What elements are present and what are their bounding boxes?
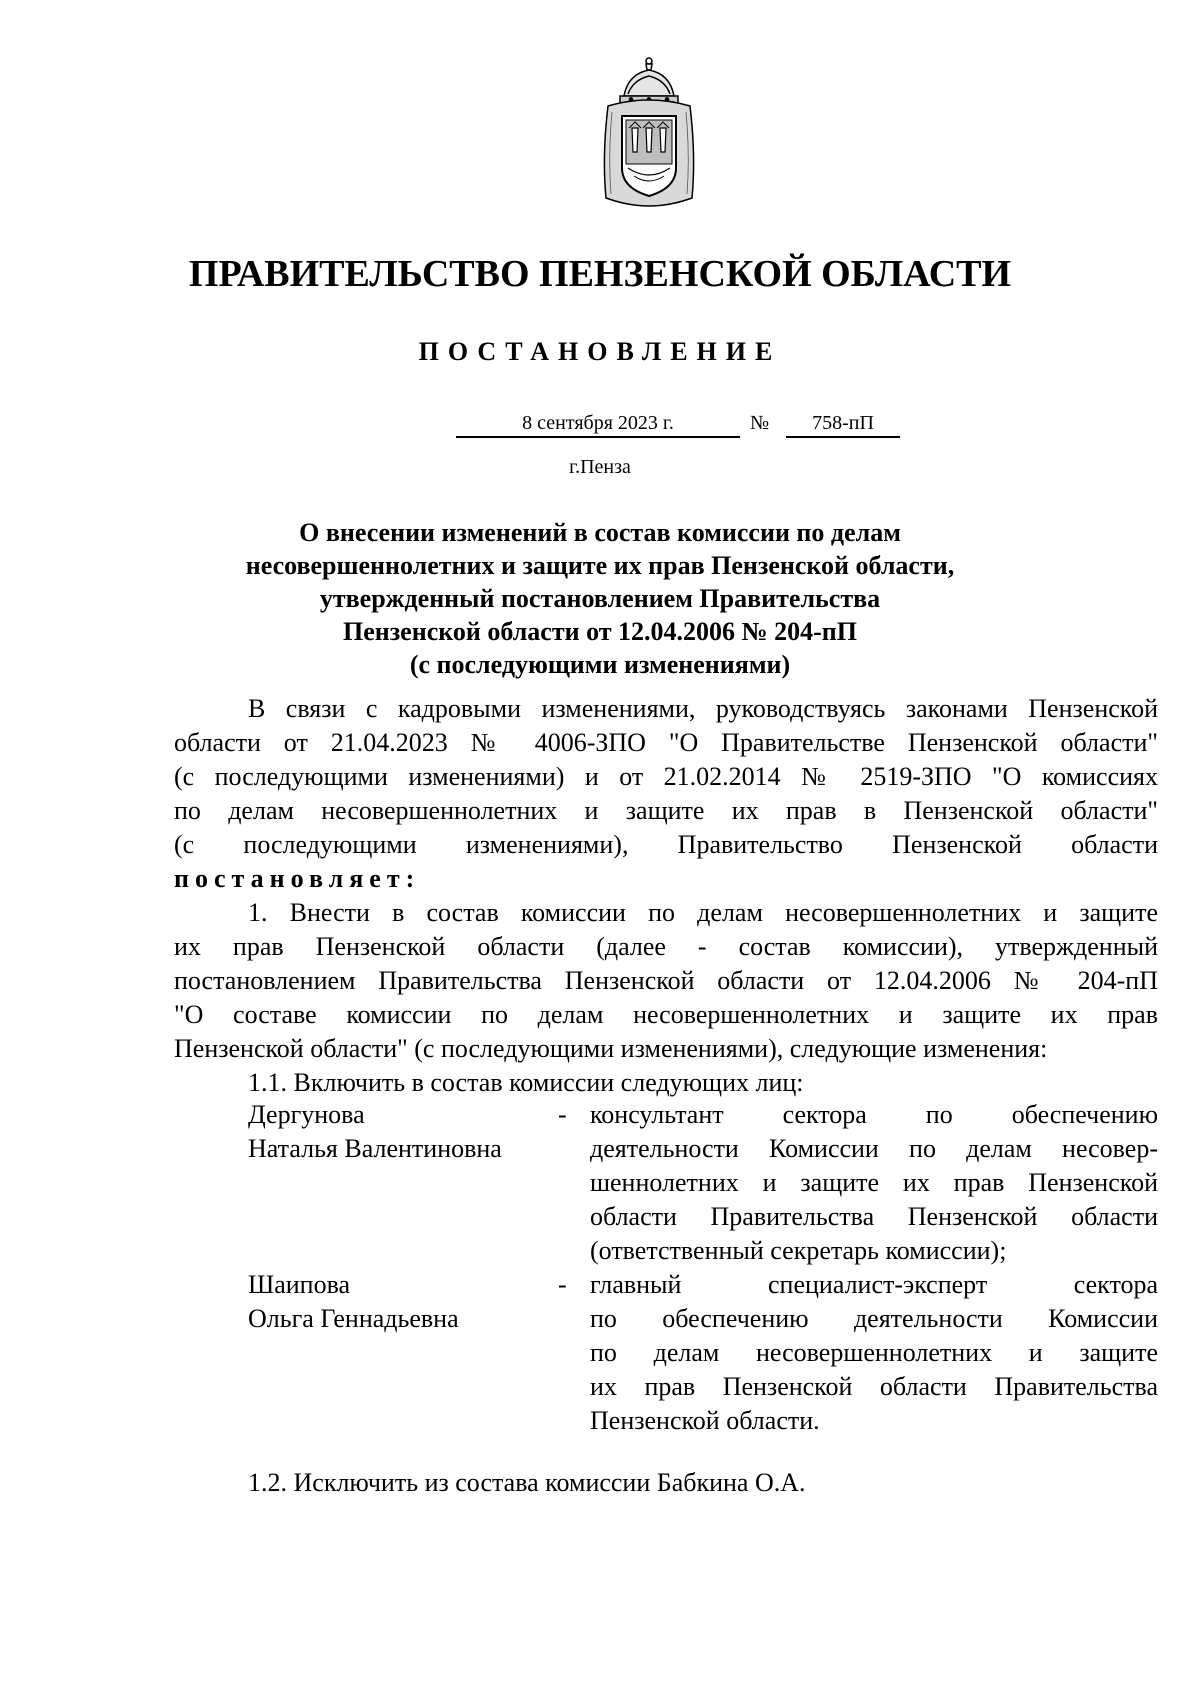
description-line: деятельности Комиссии по делам несовер- [590,1134,1158,1163]
member-surname: Дергунова [248,1100,365,1129]
description-line: Пензенской области. [590,1406,820,1435]
description-line: главный специалист-эксперт сектора [590,1270,1158,1299]
preamble [174,692,1158,896]
member-name [248,1268,548,1336]
number-sign: № [750,412,770,434]
preamble-line: В связи с кадровыми изменениями, руководствуясь законами Пензенской [248,694,1158,723]
resolves-word: постановляет: [174,864,421,893]
description-line: области Правительства Пензенской области [590,1202,1158,1231]
description-line: шеннолетних и защите их прав Пензенской [590,1168,1158,1197]
preamble-line: (с последующими изменениями) и от 21.02.2014 № 2519-ЗПО "О комиссиях [174,762,1158,791]
subject-line: Пензенской области от 12.04.2006 № 204-пП [342,617,858,646]
item-1-line: их прав Пензенской области (далее - состав комиссии), утвержденный [174,932,1158,961]
document-date: 8 сентября 2023 г. [456,410,740,438]
item-1 [174,896,1158,1100]
document-type: ПОСТАНОВЛЕНИЕ [418,337,782,366]
preamble-line: области от 21.04.2023 № 4006-ЗПО "О Правительстве Пензенской области" [174,728,1158,757]
description-line: по делам несовершеннолетних и защите [590,1338,1158,1367]
item-1-line: 1. Внести в состав комиссии по делам несовершеннолетних и защите [248,898,1158,927]
subject-line: О внесении изменений в состав комиссии по делам [299,518,901,547]
preamble-line: (с последующими изменениями), Правительство Пензенской области [174,830,1158,859]
subject-line: (с последующими изменениями) [409,650,791,679]
item-1-line: "О составе комиссии по делам несовершеннолетних и защите их прав [174,1000,1158,1029]
subject-line: несовершеннолетних и защите их прав Пензенской области, [245,551,955,580]
description-line: консультант сектора по обеспечению [590,1100,1158,1129]
member-description [590,1268,1158,1438]
member-dash: - [558,1270,567,1299]
member-dash: - [558,1100,567,1129]
description-line: их прав Пензенской области Правительства [590,1372,1158,1401]
item-1-2-text: 1.2. Исключить из состава комиссии Бабкина О.А. [248,1468,806,1497]
member-description [590,1098,1158,1268]
item-1-line: постановлением Правительства Пензенской области от 12.04.2006 № 204-пП [174,966,1158,995]
item-1-line: Пензенской области" (с последующими изменениями), следующие изменения: [174,1034,1048,1063]
issue-city: г.Пенза [569,456,631,478]
member-surname: Шаипова [248,1270,351,1299]
item-1-1-text: 1.1. Включить в состав комиссии следующих лиц: [248,1068,804,1097]
member-name [248,1098,548,1166]
item-1-2 [174,1466,1158,1500]
coat-of-arms-icon [598,56,700,210]
description-line: (ответственный секретарь комиссии); [590,1236,1007,1265]
government-title: ПРАВИТЕЛЬСТВО ПЕНЗЕНСКОЙ ОБЛАСТИ [188,253,1012,295]
description-line: по обеспечению деятельности Комиссии [590,1304,1158,1333]
document-subject [200,516,1000,681]
document-number: 758-пП [786,410,900,438]
member-given-name: Ольга Геннадьевна [248,1304,459,1333]
subject-line: утвержденный постановлением Правительства [319,584,881,613]
preamble-line: по делам несовершеннолетних и защите их прав в Пензенской области" [174,796,1158,825]
member-given-name: Наталья Валентиновна [248,1134,502,1163]
